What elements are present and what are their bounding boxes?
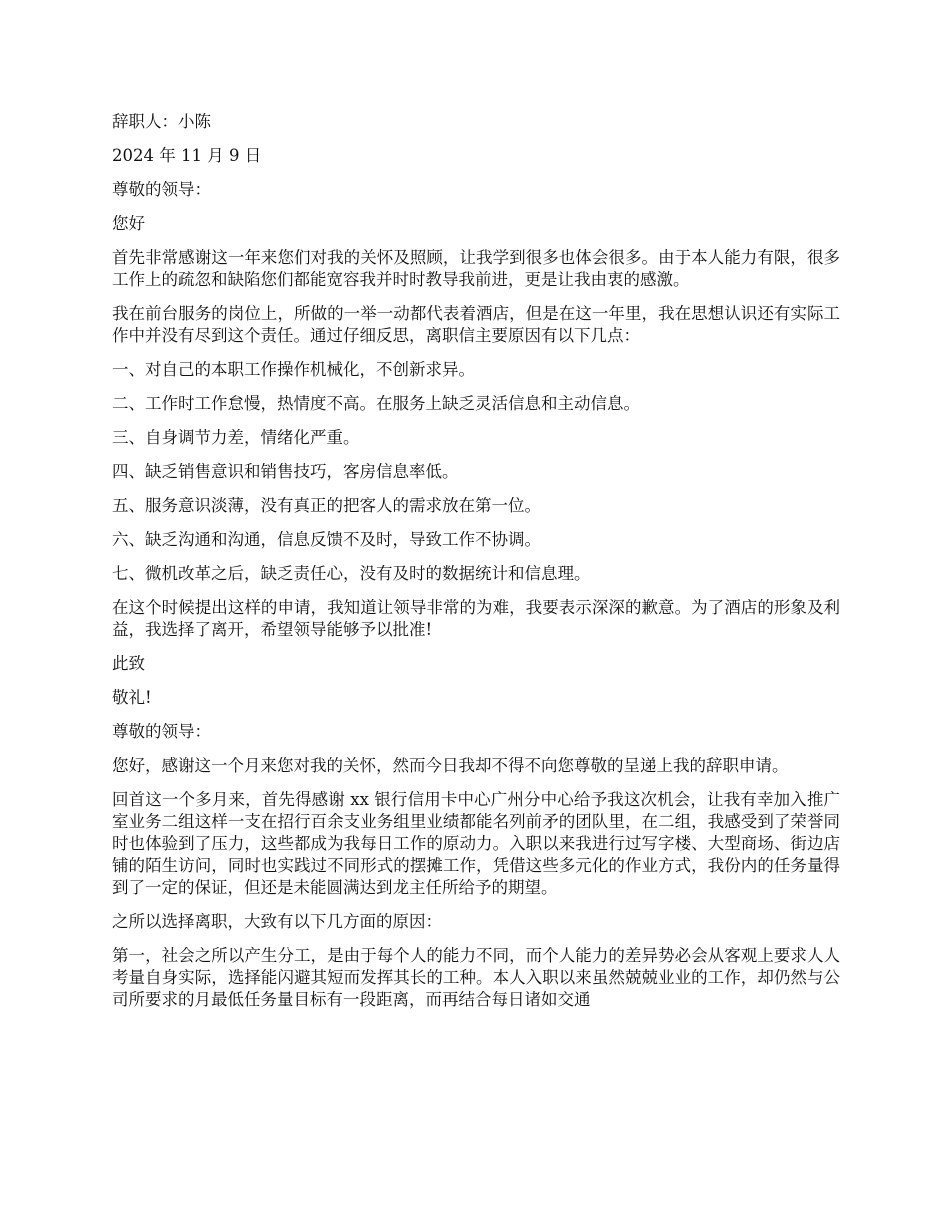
body-paragraph: 首先非常感谢这一年来您们对我的关怀及照顾，让我学到很多也体会很多。由于本人能力有限，很多工作上的疏忽和缺陷您们都能宽容我并时时教导我前进，更是让我由衷的感激。: [112, 248, 840, 289]
body-paragraph: 我在前台服务的岗位上，所做的一举一动都代表着酒店，但是在这一年里，我在思想认识还有实际工作中并没有尽到这个责任。通过仔细反思，离职信主要原因有以下几点：: [112, 304, 840, 345]
reason-item: 六、缺乏沟通和沟通，信息反馈不及时，导致工作不协调。: [112, 530, 541, 549]
resigner-line: 辞职人：小陈: [112, 112, 211, 131]
closing-line: 此致: [112, 654, 145, 673]
salutation: 尊敬的领导：: [112, 180, 211, 199]
body-paragraph: 之所以选择离职，大致有以下几方面的原因：: [112, 912, 442, 931]
body-paragraph: 回首这一个多月来，首先得感谢 xx 银行信用卡中心广州分中心给予我这次机会，让我有幸加入推广室业务二组这样一支在招行百余支业务组里业绩都能名列前矛的团队里，在二组，我感受到了荣誉同时也体验到了压力，这些都成为我每日工作的原动力。入职以来我进行过写字楼、大型商场、街边店铺的陌生访问，同时也实践过不同形式的摆摊工作，凭借这些多元化的作业方式，我份内的任务量得到了一定的保证，但还是未能圆满达到龙主任所给予的期望。: [112, 790, 840, 897]
reason-item: 二、工作时工作怠慢，热情度不高。在服务上缺乏灵活信息和主动信息。: [112, 394, 640, 413]
date-line: 2024 年 11 月 9 日: [112, 146, 262, 165]
salutation: 尊敬的领导：: [112, 722, 211, 741]
body-paragraph: 您好，感谢这一个月来您对我的关怀，然而今日我却不得不向您尊敬的呈递上我的辞职申请。: [112, 756, 789, 775]
reason-item: 三、自身调节力差，情绪化严重。: [112, 428, 360, 447]
closing-salute: 敬礼!: [112, 688, 152, 707]
document-page: [112, 111, 840, 1023]
greeting: 您好: [112, 214, 145, 233]
reason-item: 七、微机改革之后，缺乏责任心，没有及时的数据统计和信息理。: [112, 564, 591, 583]
body-paragraph: 在这个时候提出这样的申请，我知道让领导非常的为难，我要表示深深的歉意。为了酒店的形象及利益，我选择了离开，希望领导能够予以批准!: [112, 598, 840, 639]
reason-item: 五、服务意识淡薄，没有真正的把客人的需求放在第一位。: [112, 496, 541, 515]
body-paragraph: 第一，社会之所以产生分工，是由于每个人的能力不同，而个人能力的差异势必会从客观上要求人人考量自身实际，选择能闪避其短而发挥其长的工种。本人入职以来虽然兢兢业业的工作，却仍然与公司所要求的月最低任务量目标有一段距离，而再结合每日诸如交通: [112, 946, 840, 1009]
reason-item: 一、对自己的本职工作操作机械化，不创新求异。: [112, 360, 475, 379]
reason-item: 四、缺乏销售意识和销售技巧，客房信息率低。: [112, 462, 459, 481]
